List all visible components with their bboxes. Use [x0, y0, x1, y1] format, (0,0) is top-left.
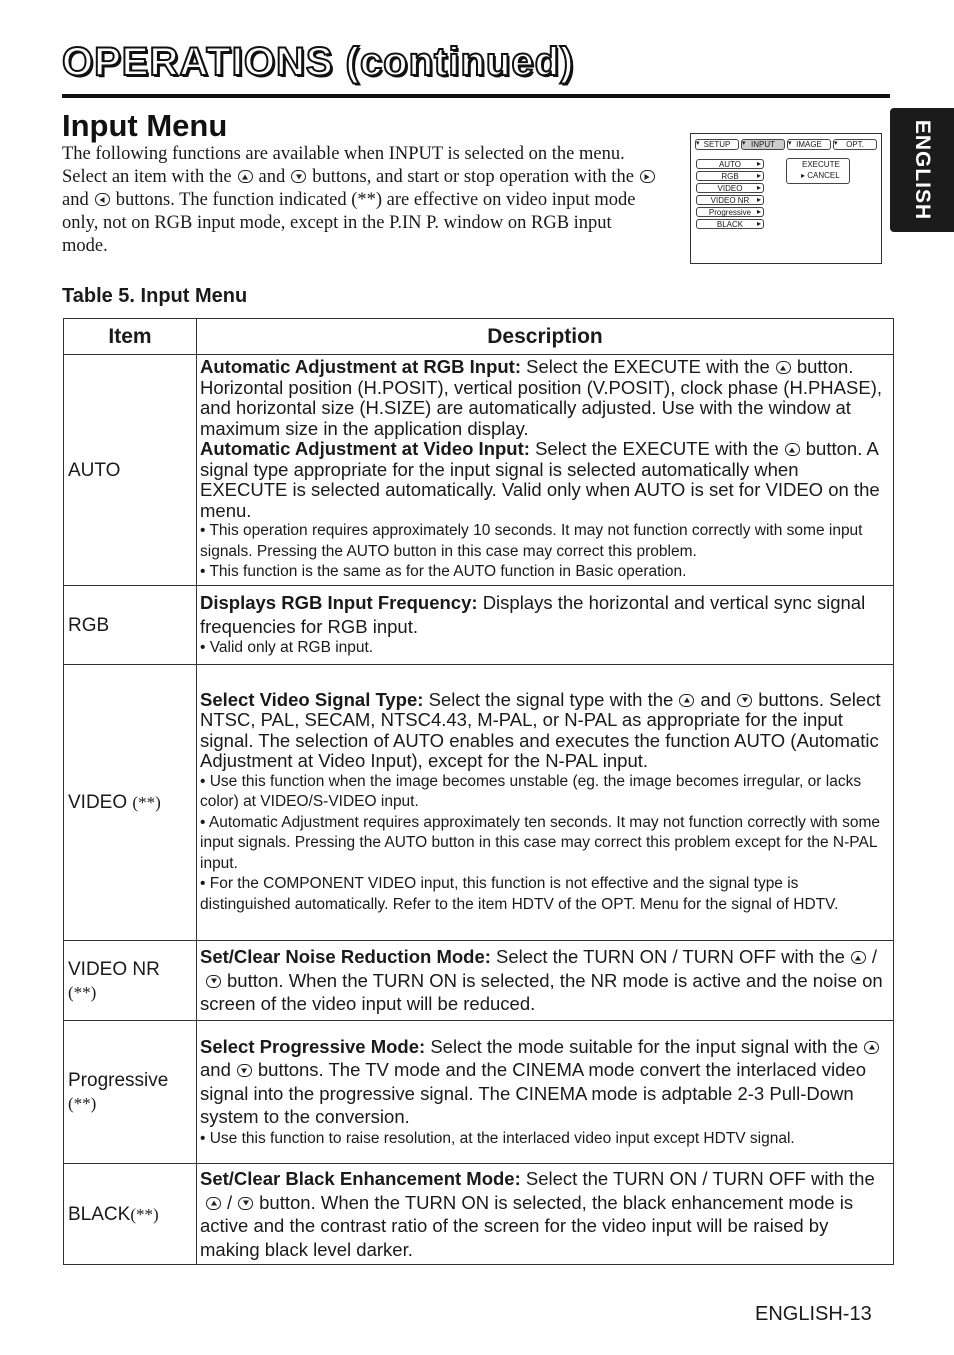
- rgb-text: Displays the horizontal and vertical sync signal frequencies for RGB input.: [200, 592, 866, 637]
- progressive-and: and: [200, 1059, 231, 1081]
- intro-text-2: buttons, and start or stop operation with the: [312, 167, 634, 187]
- auto-text-2b: button. A signal type appropriate for the input signal is selected automatically when EXECUTE is selected automatically. Valid only when AUTO is set for VIDEO on the menu.: [200, 438, 880, 521]
- submenu-cancel: ▸ CANCEL: [801, 171, 840, 180]
- description-progressive: [197, 1021, 894, 1164]
- video-note-3: • For the COMPONENT VIDEO input, this function is not effective and the signal type is distinguished automatically. Refer to the item HDTV of the OPT. Menu for the signal of HDTV.: [200, 875, 839, 913]
- auto-text-1b: button. Horizontal position (H.POSIT), vertical position (V.POSIT), clock phase (H.PHASE), and horizontal size (H.SIZE) are automatically adjusted. Use with the window at maximum size in the application display.: [200, 356, 882, 439]
- item-video-stars: (**): [132, 793, 161, 812]
- description-black: [197, 1164, 894, 1265]
- rgb-heading: Displays RGB Input Frequency:: [200, 592, 478, 614]
- page-number: ENGLISH-13: [755, 1303, 872, 1325]
- down-button-icon: [238, 1197, 253, 1210]
- table-row-video-nr: [64, 941, 894, 1021]
- video-note-1: • Use this function when the image becomes unstable (eg. the image becomes irregular, or lacks color) at VIDEO/S-VIDEO input.: [200, 772, 862, 811]
- down-button-icon: [206, 975, 221, 988]
- item-rgb-label: RGB: [68, 614, 110, 636]
- up-button-icon: [851, 951, 866, 964]
- submenu-cancel-label: CANCEL: [807, 171, 840, 180]
- down-button-icon: [291, 170, 306, 183]
- menu-item-list: [696, 159, 764, 231]
- item-progressive-stars: (**): [68, 1094, 97, 1113]
- auto-text-1a: Select the EXECUTE with the: [526, 356, 770, 378]
- menu-item-black: BLACK ▸: [696, 219, 764, 229]
- video-text-a: Select the signal type with the: [428, 688, 674, 710]
- item-black-stars: (**): [130, 1204, 159, 1224]
- item-video-nr: [64, 941, 197, 1021]
- table-row-black: [64, 1164, 894, 1265]
- auto-heading-video: Automatic Adjustment at Video Input:: [200, 438, 530, 460]
- video-note-2: • Automatic Adjustment requires approximately ten seconds. It may not function correctly with some input signals. Pressing the AUTO button in this case may correct this problem except for the N-PAL input.: [200, 813, 880, 872]
- page-header-title: OPERATIONS (continued): [62, 40, 575, 84]
- video-nr-slash: /: [871, 946, 878, 968]
- progressive-text-b: buttons. The TV mode and the CINEMA mode convert the interlaced video signal into the progressive signal. The CINEMA mode is adptable 2-3 Pull-Down system to the conversion.: [200, 1059, 866, 1128]
- up-button-icon: [679, 694, 694, 707]
- item-progressive-label: Progressive: [68, 1070, 169, 1091]
- table-header-row: [64, 319, 894, 355]
- description-video: [197, 665, 894, 941]
- table-row-rgb: [64, 586, 894, 665]
- up-button-icon: [776, 361, 791, 374]
- submenu-execute: EXECUTE: [802, 160, 840, 169]
- up-button-icon: [864, 1041, 879, 1054]
- item-black: [64, 1164, 197, 1265]
- item-auto: [64, 355, 197, 586]
- section-title: Input Menu: [62, 108, 228, 143]
- column-header-description: Description: [197, 319, 894, 355]
- item-video-nr-stars: (**): [68, 982, 97, 1002]
- intro-and-2: and: [62, 190, 89, 210]
- auto-note-2: • This function is the same as for the AUTO function in Basic operation.: [200, 563, 687, 581]
- description-auto: [197, 355, 894, 586]
- column-header-item: Item: [64, 319, 197, 355]
- left-button-icon: [95, 193, 110, 206]
- down-button-icon: [237, 1064, 252, 1077]
- progressive-heading: Select Progressive Mode:: [200, 1035, 426, 1057]
- menu-item-video-nr: VIDEO NR ▸: [696, 195, 764, 205]
- description-rgb: [197, 586, 894, 665]
- menu-item-auto: AUTO ▸: [696, 159, 764, 169]
- auto-note-1: • This operation requires approximately 10 seconds. It may not function correctly with some input signals. Pressing the AUTO button in this case may correct this problem.: [200, 522, 863, 560]
- menu-tab-image: ▾ IMAGE: [787, 139, 831, 150]
- menu-item-video: VIDEO ▸: [696, 183, 764, 193]
- item-video-label: VIDEO: [68, 792, 128, 813]
- auto-text-2a: Select the EXECUTE with the: [535, 438, 779, 460]
- black-heading: Set/Clear Black Enhancement Mode:: [200, 1168, 521, 1189]
- language-tab: [890, 108, 954, 232]
- black-text-a: Select the TURN ON / TURN OFF with the: [525, 1168, 875, 1189]
- up-button-icon: [238, 170, 253, 183]
- menu-tab-opt: ▾ OPT.: [833, 139, 877, 150]
- item-rgb: [64, 586, 197, 665]
- input-menu-table: [63, 318, 894, 1265]
- up-button-icon: [785, 443, 800, 456]
- black-slash: /: [227, 1191, 233, 1213]
- menu-item-progressive: Progressive ▸: [696, 207, 764, 217]
- description-video-nr: [197, 941, 894, 1021]
- table-row-video: [64, 665, 894, 941]
- video-heading: Select Video Signal Type:: [200, 688, 424, 710]
- menu-item-rgb: RGB ▸: [696, 171, 764, 181]
- up-button-icon: [206, 1197, 221, 1210]
- intro-text-3: buttons. The function indicated (**) are effective on video input mode only, not on RGB input mode, except in the P.IN P. window on RGB input mode.: [62, 190, 636, 256]
- right-button-icon: [640, 170, 655, 183]
- menu-submenu: [786, 158, 850, 184]
- down-button-icon: [737, 694, 752, 707]
- menu-tabs: [695, 139, 877, 150]
- table-row-auto: [64, 355, 894, 586]
- header-divider: [62, 94, 890, 98]
- language-tab-label: ENGLISH: [911, 119, 934, 221]
- video-text-b: buttons. Select NTSC, PAL, SECAM, NTSC4.43, M-PAL, or N-PAL as appropriate for the input signal. The selection of AUTO enables and executes the function AUTO (Automatic Adjustment at Video Input), except for the N-PAL input.: [200, 688, 881, 772]
- table-row-progressive: [64, 1021, 894, 1164]
- auto-heading-rgb: Automatic Adjustment at RGB Input:: [200, 356, 521, 378]
- intro-text-1: The following functions are available when INPUT is selected on the menu. Select an item with the: [62, 144, 625, 187]
- video-nr-text-b: button. When the TURN ON is selected, the NR mode is active and the noise on screen of the video input will be reduced.: [200, 969, 883, 1015]
- progressive-note-1: • Use this function to raise resolution, at the interlaced video input except HDTV signal.: [200, 1129, 795, 1147]
- menu-tab-setup: ▾ SETUP: [695, 139, 739, 150]
- video-nr-text-a: Select the TURN ON / TURN OFF with the: [496, 946, 845, 968]
- black-text-b: button. When the TURN ON is selected, the black enhancement mode is active and the contrast ratio of the screen for the video input will be raised by making black level darker.: [200, 1191, 854, 1260]
- item-progressive: [64, 1021, 197, 1164]
- item-video: [64, 665, 197, 941]
- video-and: and: [700, 688, 732, 710]
- intro-and-1: and: [258, 167, 286, 187]
- rgb-note-1: • Valid only at RGB input.: [200, 639, 374, 657]
- input-menu-screenshot: [690, 133, 882, 264]
- item-video-nr-label: VIDEO NR: [68, 958, 160, 980]
- intro-paragraph: [62, 143, 662, 258]
- item-auto-label: AUTO: [68, 459, 121, 481]
- menu-tab-input: ▾ INPUT: [741, 139, 785, 150]
- table-caption: Table 5. Input Menu: [62, 285, 248, 307]
- item-black-label: BLACK: [68, 1203, 131, 1225]
- video-nr-heading: Set/Clear Noise Reduction Mode:: [200, 946, 491, 968]
- progressive-text-a: Select the mode suitable for the input signal with the: [430, 1035, 859, 1057]
